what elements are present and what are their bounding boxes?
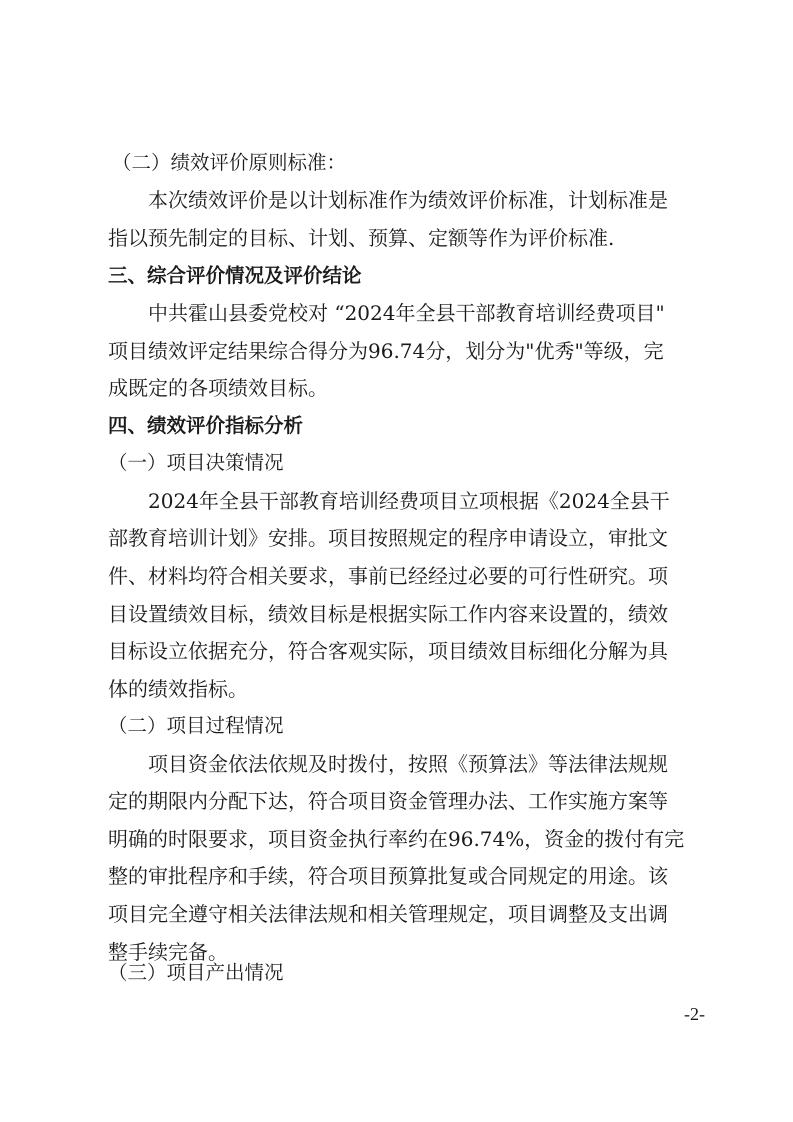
subsection-heading-project-decision: （一）项目决策情况 xyxy=(108,451,284,474)
paragraph-line: 目标设立依据充分，符合客观实际，项目绩效目标细化分解为具 xyxy=(108,639,668,663)
paragraph-line: 定的期限内分配下达，符合项目资金管理办法、工作实施方案等 xyxy=(108,789,668,813)
subsection-heading-project-process: （二）项目过程情况 xyxy=(108,714,284,737)
paragraph-line: 明确的时限要求，项目资金执行率约在96.74%，资金的拨付有完 xyxy=(108,827,685,851)
subsection-heading-project-output: （三）项目产出情况 xyxy=(108,961,284,984)
paragraph-line: 中共霍山县委党校对 “2024年全县干部教育培训经费项目" xyxy=(148,301,665,325)
paragraph-line: 体的绩效指标。 xyxy=(108,677,248,701)
paragraph-line: 目设置绩效目标，绩效目标是根据实际工作内容来设置的，绩效 xyxy=(108,602,668,626)
paragraph-line: 项目资金依法依规及时拨付，按照《预算法》等法律法规规 xyxy=(148,752,668,776)
paragraph-line: 整手续完备。 xyxy=(108,940,228,964)
paragraph-line: 项目完全遵守相关法律法规和相关管理规定，项目调整及支出调 xyxy=(108,902,668,926)
page-number: -2- xyxy=(684,1004,705,1024)
paragraph-line: 件、材料均符合相关要求，事前已经经过必要的可行性研究。项 xyxy=(108,564,668,588)
section-heading-evaluation-principles: （二）绩效评价原则标准： xyxy=(112,151,347,174)
paragraph-line: 本次绩效评价是以计划标准作为绩效评价标准，计划标准是 xyxy=(148,188,668,212)
section-heading-comprehensive-evaluation: 三、综合评价情况及评价结论 xyxy=(108,264,362,287)
paragraph-line: 整的审批程序和手续，符合项目预算批复或合同规定的用途。该 xyxy=(108,864,668,888)
paragraph-line: 2024年全县干部教育培训经费项目立项根据《2024全县干 xyxy=(148,489,670,513)
paragraph-line: 成既定的各项绩效目标。 xyxy=(108,376,328,400)
paragraph-line: 指以预先制定的目标、计划、预算、定额等作为评价标准. xyxy=(108,226,615,250)
paragraph-line: 部教育培训计划》安排。项目按照规定的程序申请设立，审批文 xyxy=(108,526,668,550)
section-heading-indicator-analysis: 四、绩效评价指标分析 xyxy=(108,414,304,437)
paragraph-line: 项目绩效评定结果综合得分为96.74分，划分为"优秀"等级，完 xyxy=(108,339,664,363)
